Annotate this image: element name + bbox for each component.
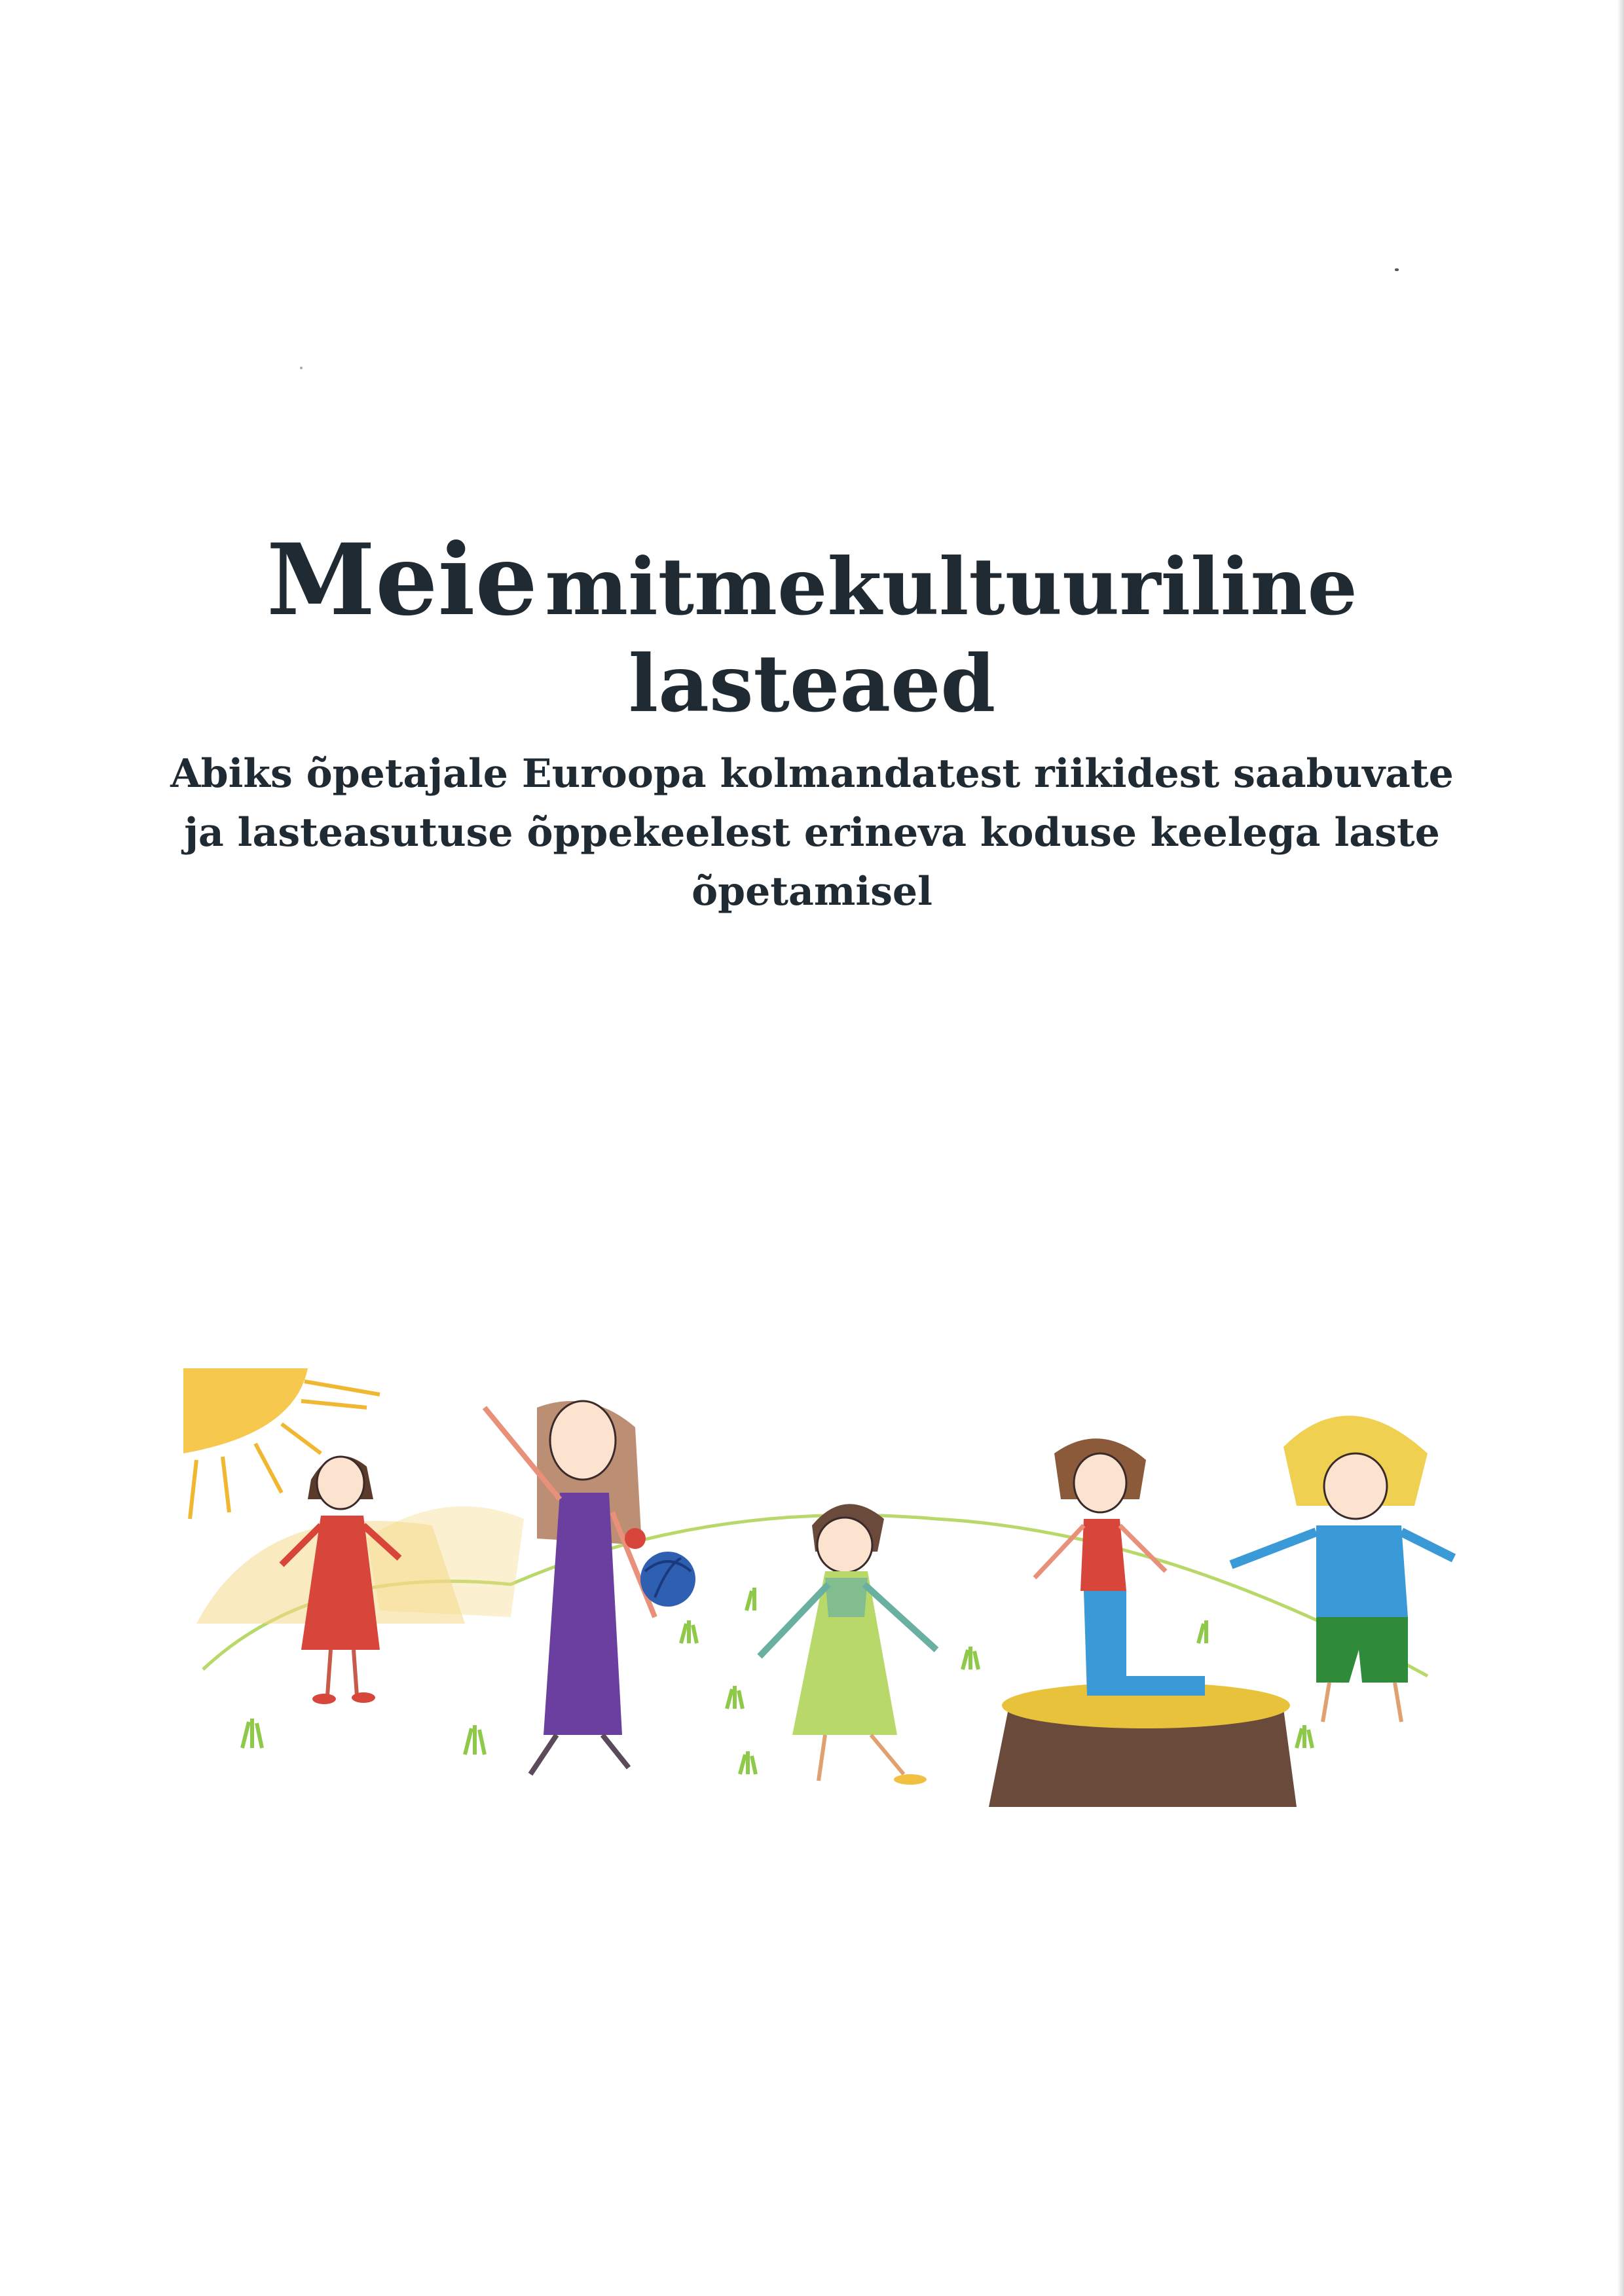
title-word-mitmekultuuriline: mitmekultuuriline [545, 541, 1357, 633]
ball-icon [640, 1552, 695, 1607]
document-subtitle: Abiks õpetajale Euroopa kolmandatest riikidest saabuvate ja lasteasutuse õppekeelest erineva koduse keelega laste õpetamisel [170, 750, 1454, 915]
document-title [131, 524, 1493, 637]
child-green-dress [760, 1504, 936, 1785]
title-word-lasteaed: lasteaed [628, 637, 996, 730]
title-word-meie: Meie [267, 522, 538, 638]
scan-speck [1395, 268, 1399, 271]
scan-edge [1617, 0, 1624, 2296]
children-playing-drawing [183, 1368, 1460, 1827]
tree-stump [989, 1683, 1297, 1807]
child-blue-shirt [1231, 1415, 1454, 1722]
title-block [131, 524, 1493, 921]
scan-speck [300, 367, 303, 369]
